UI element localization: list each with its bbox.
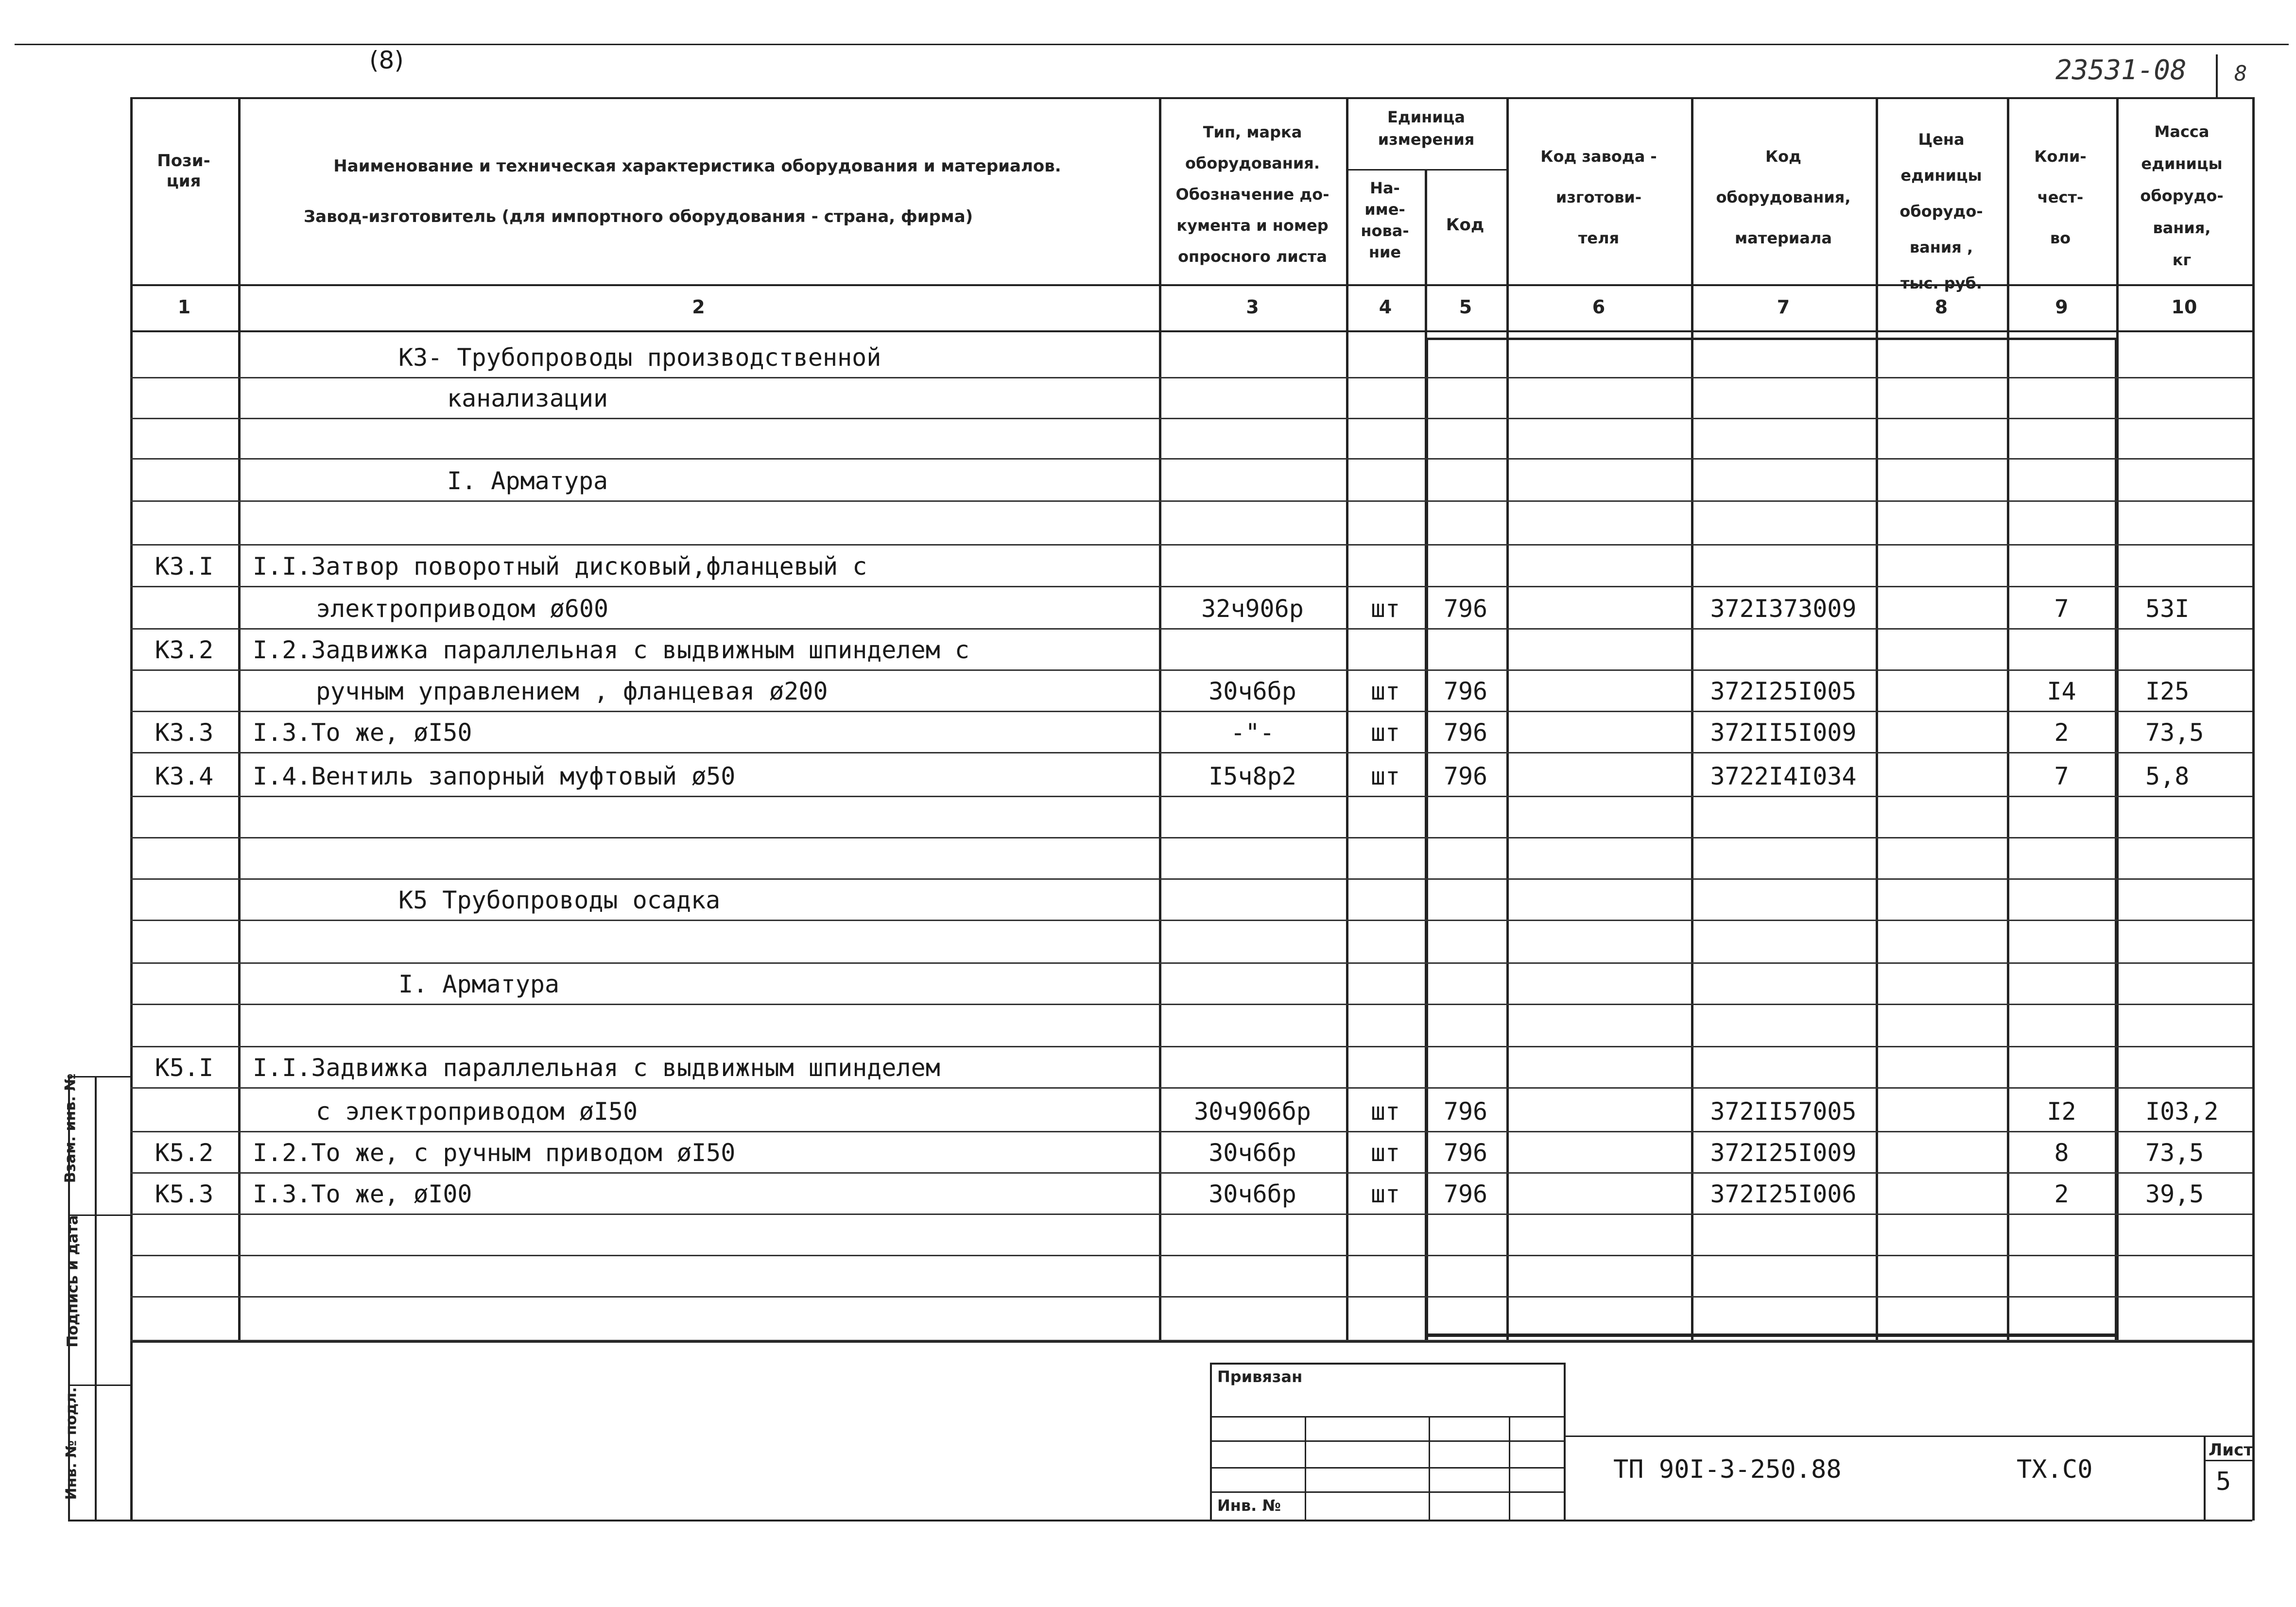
row-divider xyxy=(130,837,2252,838)
cell-material-code: 372II57005 xyxy=(1710,1097,1857,1126)
column-number: 1 xyxy=(177,296,191,318)
cell-mass: 73,5 xyxy=(2145,1139,2204,1167)
cell-type: 30ч6бр xyxy=(1208,677,1296,705)
cell-unit-code: 796 xyxy=(1443,1139,1488,1167)
stamp-document-code: ТП 90I-3-250.88 xyxy=(1613,1455,1842,1484)
cell-mass: 5,8 xyxy=(2145,762,2190,790)
cell-name: К3- Трубопроводы производственной xyxy=(398,343,881,372)
header-unit-group: Единица измерения xyxy=(1378,108,1475,149)
table-top-border xyxy=(130,97,2252,99)
frame-left-border xyxy=(130,1341,133,1521)
stamp-row-line xyxy=(1210,1416,1565,1418)
cell-material-code: 3722I4I034 xyxy=(1710,762,1857,790)
row-divider xyxy=(130,1340,2252,1341)
cell-quantity: I2 xyxy=(2047,1097,2076,1126)
stamp-mark: ТХ.С0 xyxy=(2017,1455,2093,1484)
row-divider xyxy=(130,1255,2252,1256)
column-number: 4 xyxy=(1379,296,1392,318)
cell-unit-name: шт xyxy=(1370,1097,1400,1126)
header-material-code: Код оборудования, материала xyxy=(1716,147,1851,247)
archive-number: 23531-08 xyxy=(2055,54,2187,86)
header-name: Наименование и техническая характеристика оборудования и материалов. Завод-изготовитель (для импортного оборудования - страна, фирма) xyxy=(304,156,1061,226)
cell-name: канализации xyxy=(447,384,608,412)
column-divider xyxy=(238,97,241,1341)
cell-position: К3.2 xyxy=(155,636,214,664)
column-number: 5 xyxy=(1459,296,1472,318)
header-price: Цена единицы оборудо- вания , тыс. руб. xyxy=(1899,130,1983,292)
cell-mass: I25 xyxy=(2145,677,2190,705)
stamp-row-line xyxy=(1210,1467,1565,1469)
body-box-bottom xyxy=(1425,1333,2117,1337)
cell-unit-code: 796 xyxy=(1443,1180,1488,1208)
cell-name: I.2.То же, с ручным приводом øI50 xyxy=(253,1139,736,1167)
column-number: 10 xyxy=(2171,296,2197,318)
cell-mass: I03,2 xyxy=(2145,1097,2219,1126)
column-number: 7 xyxy=(1777,296,1790,318)
sheet-box-left xyxy=(2204,1436,2206,1521)
stamp-sheet-label: Лист xyxy=(2209,1440,2253,1460)
row-divider xyxy=(130,878,2252,880)
cell-name: электроприводом ø600 xyxy=(316,595,609,623)
cell-name: I.4.Вентиль запорный муфтовый ø50 xyxy=(253,762,736,790)
stamp-col-line xyxy=(1509,1416,1510,1521)
cell-quantity: 7 xyxy=(2054,762,2069,790)
column-number: 3 xyxy=(1246,296,1259,318)
side-strip-mid xyxy=(95,1076,97,1521)
row-divider xyxy=(130,586,2252,587)
cell-name: I.2.Задвижка параллельная с выдвижным шпинделем с xyxy=(253,636,970,664)
stamp-top xyxy=(1210,1363,1565,1365)
cell-unit-code: 796 xyxy=(1443,762,1488,790)
cell-unit-code: 796 xyxy=(1443,718,1488,747)
cell-name: I.I.Затвор поворотный дисковый,фланцевый с xyxy=(253,552,867,581)
cell-type: 32ч906р xyxy=(1201,595,1304,623)
header-position: Пози- ция xyxy=(157,151,210,191)
row-divider xyxy=(130,1296,2252,1298)
cell-material-code: 372I25I005 xyxy=(1710,677,1857,705)
cell-unit-name: шт xyxy=(1370,595,1400,623)
header-factory-code: Код завода - изготови- теля xyxy=(1540,147,1657,247)
cell-type: I5ч8р2 xyxy=(1208,762,1296,790)
row-divider xyxy=(130,544,2252,546)
stamp-row-line xyxy=(1210,1491,1565,1493)
cell-position: К5.2 xyxy=(155,1139,214,1167)
cell-unit-code: 796 xyxy=(1443,1097,1488,1126)
side-strip-divider xyxy=(68,1385,130,1386)
cell-type: -"- xyxy=(1230,718,1275,747)
cell-position: К3.3 xyxy=(155,718,214,747)
stamp-col-line xyxy=(1305,1416,1306,1521)
cell-type: 30ч6бр xyxy=(1208,1180,1296,1208)
cell-type: 30ч906бр xyxy=(1194,1097,1311,1126)
row-divider xyxy=(130,418,2252,419)
cell-unit-name: шт xyxy=(1370,718,1400,747)
column-number: 2 xyxy=(692,296,705,318)
cell-name: с электроприводом øI50 xyxy=(316,1097,638,1126)
row-divider xyxy=(130,1046,2252,1047)
cell-quantity: 2 xyxy=(2054,718,2069,747)
row-divider xyxy=(130,628,2252,630)
cell-name: I.3.То же, øI00 xyxy=(253,1180,472,1208)
cell-unit-code: 796 xyxy=(1443,595,1488,623)
cell-unit-name: шт xyxy=(1370,677,1400,705)
row-divider xyxy=(130,752,2252,753)
row-divider xyxy=(130,1131,2252,1132)
cell-name: I.I.Задвижка параллельная с выдвижным шпинделем xyxy=(253,1054,940,1082)
cell-name: I.3.То же, øI50 xyxy=(253,718,472,747)
row-divider xyxy=(130,377,2252,378)
frame-bottom-border xyxy=(68,1520,2252,1522)
stamp-row-line xyxy=(1210,1440,1565,1442)
cell-material-code: 372I373009 xyxy=(1710,595,1857,623)
cell-material-code: 372I25I009 xyxy=(1710,1139,1857,1167)
row-divider xyxy=(130,500,2252,502)
row-divider xyxy=(130,669,2252,671)
row-divider xyxy=(130,796,2252,797)
cell-mass: 53I xyxy=(2145,595,2190,623)
page-marker: (8) xyxy=(369,46,404,74)
stamp-sheet-number: 5 xyxy=(2216,1467,2231,1496)
cell-quantity: 8 xyxy=(2054,1139,2069,1167)
cell-name: I. Арматура xyxy=(447,467,608,495)
stamp-col-line xyxy=(1429,1416,1430,1521)
stamp-linked-label: Привязан xyxy=(1217,1368,1303,1386)
cell-quantity: 7 xyxy=(2054,595,2069,623)
cell-position: К3.I xyxy=(155,552,214,581)
column-divider xyxy=(1506,97,1509,1341)
column-divider xyxy=(2252,97,2255,1341)
cell-material-code: 372II5I009 xyxy=(1710,718,1857,747)
cell-unit-name: шт xyxy=(1370,1139,1400,1167)
header-mass: Масса единицы оборудо- вания, кг xyxy=(2140,122,2224,269)
row-divider xyxy=(130,920,2252,921)
row-divider xyxy=(130,458,2252,460)
cell-type: 30ч6бр xyxy=(1208,1139,1296,1167)
archive-sheet: 8 xyxy=(2234,61,2247,86)
cell-material-code: 372I25I006 xyxy=(1710,1180,1857,1208)
header-unit-code: Код xyxy=(1446,215,1485,235)
row-divider xyxy=(130,1004,2252,1005)
cell-mass: 39,5 xyxy=(2145,1180,2204,1208)
column-numbers-bottom-border xyxy=(130,330,2252,332)
body-box-top xyxy=(1425,338,2117,340)
column-number: 9 xyxy=(2055,296,2068,318)
column-number: 8 xyxy=(1934,296,1948,318)
cell-unit-name: шт xyxy=(1370,1180,1400,1208)
row-divider xyxy=(130,1214,2252,1215)
side-label-vzam: Взам. инв. № xyxy=(62,1073,79,1183)
cell-name: I. Арматура xyxy=(398,970,560,998)
header-quantity: Коли- чест- во xyxy=(2034,147,2087,247)
side-label-inv-orig: Инв. № подл. xyxy=(63,1387,80,1500)
title-block-top xyxy=(1566,1436,2252,1437)
stamp-inv-label: Инв. № xyxy=(1217,1496,1281,1515)
row-divider xyxy=(130,1172,2252,1174)
cell-position: К3.4 xyxy=(155,762,214,790)
column-number: 6 xyxy=(1592,296,1605,318)
cell-position: К5.I xyxy=(155,1054,214,1082)
header-type: Тип, марка оборудования. Обозначение до- кумента и номер опросного листа xyxy=(1175,123,1329,266)
cell-quantity: I4 xyxy=(2047,677,2076,705)
row-divider xyxy=(130,711,2252,712)
cell-name: ручным управлением , фланцевая ø200 xyxy=(316,677,828,705)
cell-unit-name: шт xyxy=(1370,762,1400,790)
cell-unit-code: 796 xyxy=(1443,677,1488,705)
cell-position: К5.3 xyxy=(155,1180,214,1208)
row-divider xyxy=(130,1087,2252,1089)
header-unit-name: На- име- нова- ние xyxy=(1361,179,1409,261)
cell-quantity: 2 xyxy=(2054,1180,2069,1208)
side-label-sign-date: Подпись и дата xyxy=(64,1215,82,1348)
cell-mass: 73,5 xyxy=(2145,718,2204,747)
frame-right-border xyxy=(2252,1341,2255,1521)
cell-name: К5 Трубопроводы осадка xyxy=(398,886,721,914)
sheet-box-divider xyxy=(2204,1460,2252,1461)
row-divider xyxy=(130,962,2252,964)
